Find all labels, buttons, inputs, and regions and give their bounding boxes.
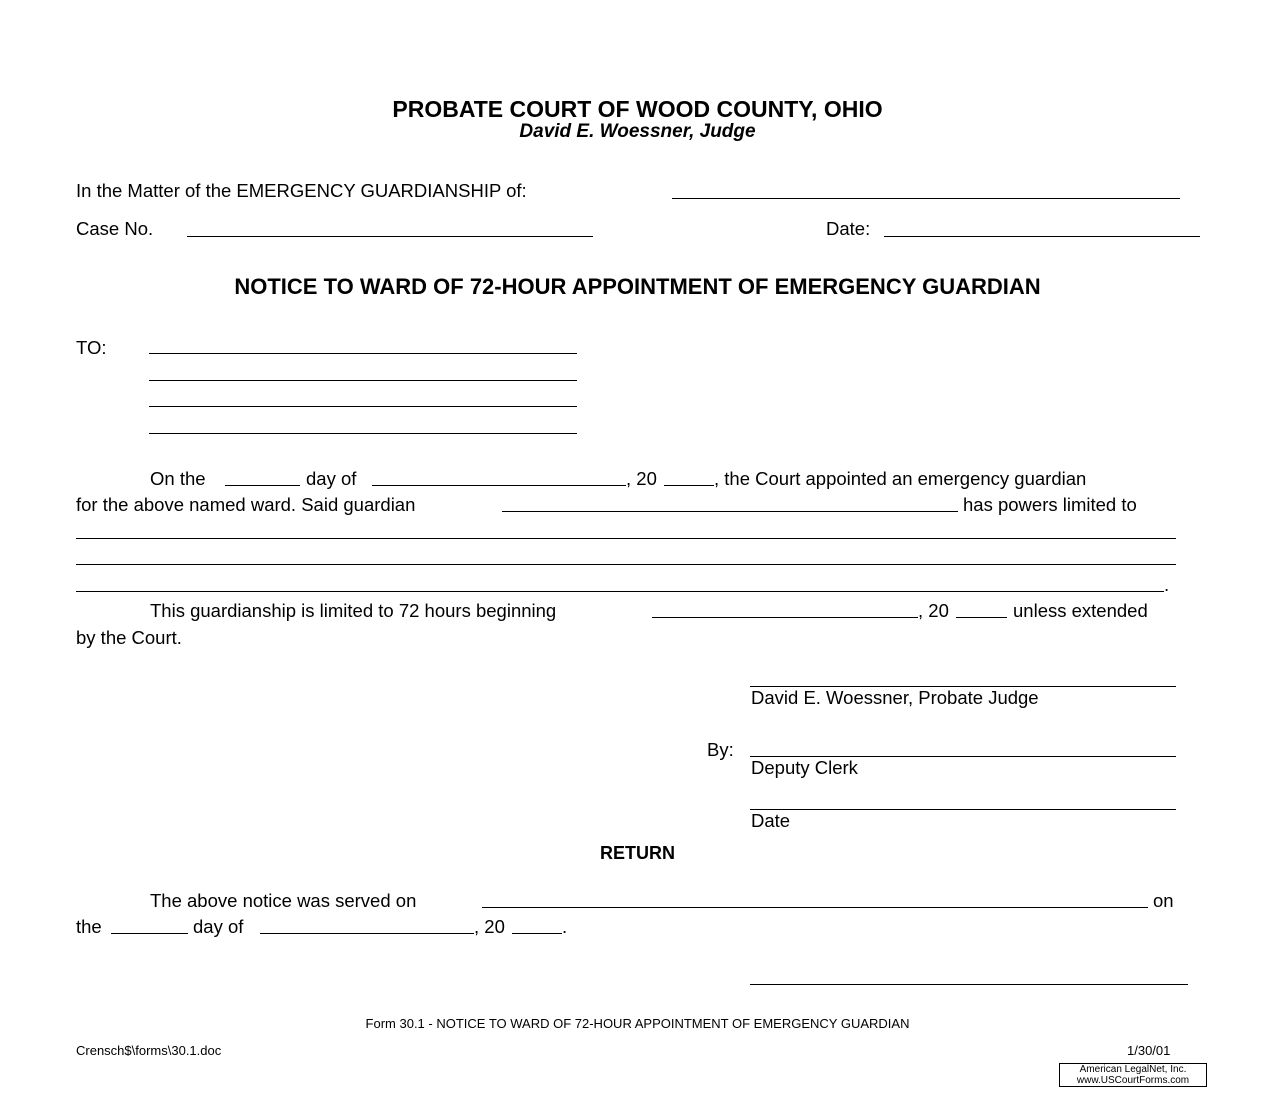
- beginning-date-blank[interactable]: [652, 617, 918, 618]
- appointment-month-blank[interactable]: [372, 485, 626, 486]
- notice-title: NOTICE TO WARD OF 72-HOUR APPOINTMENT OF EMERGENCY GUARDIAN: [234, 274, 1041, 299]
- form-number-footer: Form 30.1 - NOTICE TO WARD OF 72-HOUR APPOINTMENT OF EMERGENCY GUARDIAN: [365, 1016, 910, 1031]
- return-year-prefix: , 20: [474, 916, 505, 937]
- signature-date-caption: Date: [751, 810, 791, 831]
- caption-date-blank[interactable]: [884, 236, 1200, 237]
- matter-label: In the Matter of the EMERGENCY GUARDIANSHIP of:: [76, 180, 527, 201]
- return-period: .: [562, 916, 568, 937]
- p2-limited-72-hours: This guardianship is limited to 72 hours beginning: [150, 600, 557, 621]
- p1-on-the: On the: [150, 468, 206, 489]
- powers-line-2[interactable]: [76, 564, 1176, 565]
- court-title: PROBATE COURT OF WOOD COUNTY, OHIO: [392, 96, 883, 122]
- return-day-blank[interactable]: [111, 933, 188, 934]
- vendor-url: www.USCourtForms.com: [1076, 1075, 1190, 1086]
- powers-period: .: [1164, 574, 1170, 595]
- p1-said-guardian: for the above named ward. Said guardian: [76, 494, 416, 515]
- ward-name-blank[interactable]: [672, 198, 1180, 199]
- powers-line-3[interactable]: [76, 591, 1164, 592]
- judge-signature-caption: David E. Woessner, Probate Judge: [751, 687, 1039, 708]
- file-path-footer: Crensch$\forms\30.1.doc: [76, 1043, 222, 1058]
- vendor-stamp: [1059, 1063, 1207, 1087]
- return-on: on: [1153, 890, 1174, 911]
- vendor-name: American LegalNet, Inc.: [1079, 1064, 1187, 1075]
- return-served-on: The above notice was served on: [150, 890, 417, 911]
- beginning-year-blank[interactable]: [956, 617, 1007, 618]
- served-on-blank[interactable]: [482, 907, 1148, 908]
- appointment-day-blank[interactable]: [225, 485, 300, 486]
- p1-powers-limited: has powers limited to: [963, 494, 1137, 515]
- judge-name-heading: David E. Woessner, Judge: [519, 121, 756, 142]
- by-label: By:: [707, 739, 734, 760]
- to-address-line-4[interactable]: [149, 433, 577, 434]
- appointment-year-blank[interactable]: [664, 485, 714, 486]
- return-day-of: day of: [193, 916, 244, 937]
- case-number-label: Case No.: [76, 218, 154, 239]
- return-title: RETURN: [600, 843, 675, 863]
- p1-court-appointed: , the Court appointed an emergency guardian: [714, 468, 1087, 489]
- return-year-blank[interactable]: [512, 933, 562, 934]
- p1-day-of: day of: [306, 468, 357, 489]
- p2-by-the-court: by the Court.: [76, 627, 182, 648]
- guardian-name-blank[interactable]: [502, 511, 958, 512]
- signature-date-line[interactable]: [750, 809, 1176, 810]
- to-address-line-3[interactable]: [149, 406, 577, 407]
- powers-line-1[interactable]: [76, 538, 1176, 539]
- case-number-blank[interactable]: [187, 236, 593, 237]
- p1-year-prefix: , 20: [626, 468, 657, 489]
- return-the: the: [76, 916, 102, 937]
- return-month-blank[interactable]: [260, 933, 474, 934]
- to-address-line-1[interactable]: [149, 353, 577, 354]
- to-address-line-2[interactable]: [149, 380, 577, 381]
- return-signature-line[interactable]: [750, 984, 1188, 985]
- p2-unless-extended: unless extended: [1013, 600, 1148, 621]
- deputy-clerk-caption: Deputy Clerk: [751, 757, 858, 778]
- caption-date-label: Date:: [826, 218, 871, 239]
- p2-year-prefix: , 20: [918, 600, 949, 621]
- to-label: TO:: [76, 337, 107, 358]
- revision-date-footer: 1/30/01: [1127, 1043, 1171, 1058]
